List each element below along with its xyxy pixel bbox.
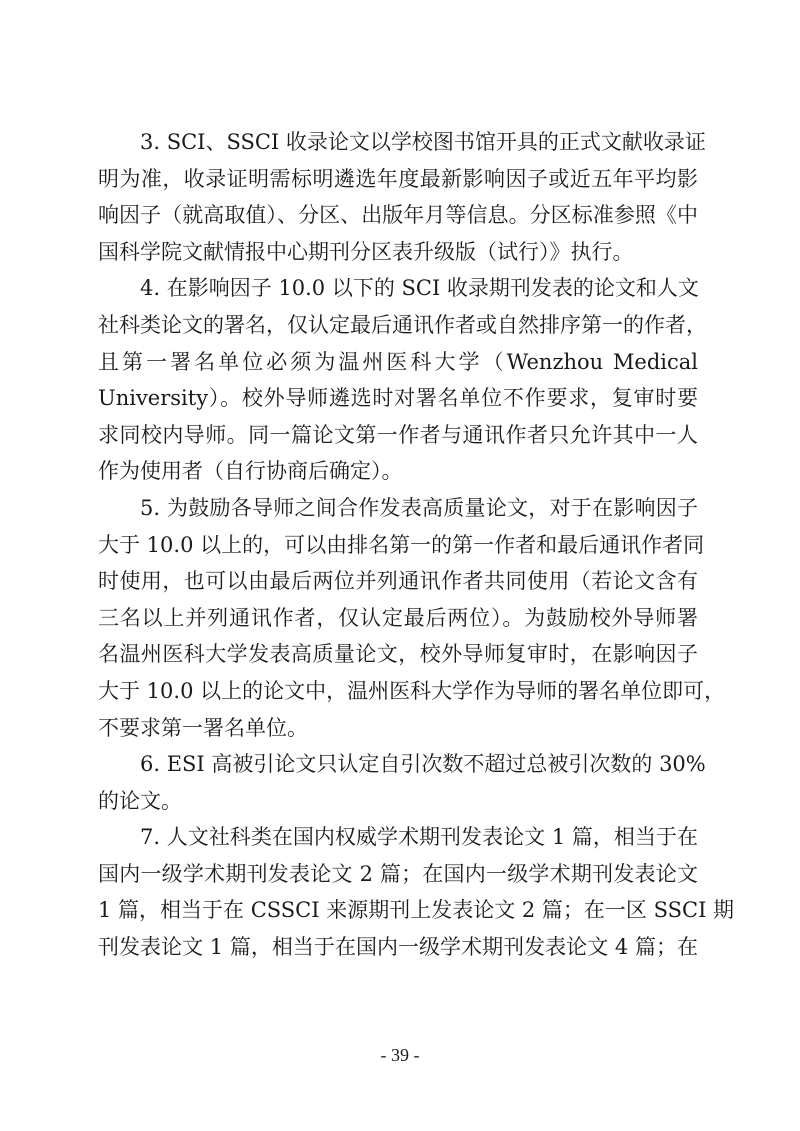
paragraph-line: 刊发表论文 1 篇，相当于在国内一级学术期刊发表论文 4 篇；在 <box>98 935 698 960</box>
paragraph-line: 不要求第一署名单位。 <box>98 715 308 740</box>
paragraph-line: 国科学院文献情报中心期刊分区表升级版（试行）》执行。 <box>98 239 634 264</box>
paragraph-line: 三名以上并列通讯作者，仅认定最后两位）。为鼓励校外导师署 <box>98 605 698 630</box>
paragraph-line: 6. ESI 高被引论文只认定自引次数不超过总被引次数的 30% <box>140 752 706 777</box>
paragraph-line: 社科类论文的署名，仅认定最后通讯作者或自然排序第一的作者， <box>98 312 707 337</box>
paragraph-line: 求同校内导师。同一篇论文第一作者与通讯作者只允许其中一人 <box>98 422 698 447</box>
paragraph-line: 时使用，也可以由最后两位并列通讯作者共同使用（若论文含有 <box>98 569 698 594</box>
paragraph-line: 大于 10.0 以上的，可以由排名第一的第一作者和最后通讯作者同 <box>98 532 705 557</box>
paragraph-line: 的论文。 <box>98 788 182 813</box>
paragraph-line: 明为准，收录证明需标明遴选年度最新影响因子或近五年平均影 <box>98 166 698 191</box>
page-number: - 39 - <box>380 1045 420 1065</box>
paragraph-line: 4. 在影响因子 10.0 以下的 SCI 收录期刊发表的论文和人文 <box>140 276 699 301</box>
paragraph-line: 5. 为鼓励各导师之间合作发表高质量论文，对于在影响因子 <box>140 495 698 520</box>
paragraph-line: 大于 10.0 以上的论文中，温州医科大学作为导师的署名单位即可， <box>98 678 726 703</box>
body-text <box>98 124 735 966</box>
paragraph-line: 且第一署名单位必须为温州医科大学（Wenzhou Medical <box>98 349 698 374</box>
paragraph-line: 1 篇，相当于在 CSSCI 来源期刊上发表论文 2 篇；在一区 SSCI 期 <box>98 898 735 923</box>
paragraph-line: University）。校外导师遴选时对署名单位不作要求，复审时要 <box>98 386 698 411</box>
paragraph-line: 7. 人文社科类在国内权威学术期刊发表论文 1 篇，相当于在 <box>140 825 698 850</box>
paragraph-line: 名温州医科大学发表高质量论文，校外导师复审时，在影响因子 <box>98 642 698 667</box>
paragraph-line: 国内一级学术期刊发表论文 2 篇；在国内一级学术期刊发表论文 <box>98 861 698 886</box>
paragraph-line: 3. SCI、SSCI 收录论文以学校图书馆开具的正式文献收录证 <box>140 130 706 154</box>
paragraph-line: 响因子（就高取值）、分区、出版年月等信息。分区标准参照《中 <box>98 203 698 228</box>
paragraph-line: 作为使用者（自行协商后确定）。 <box>98 459 403 484</box>
